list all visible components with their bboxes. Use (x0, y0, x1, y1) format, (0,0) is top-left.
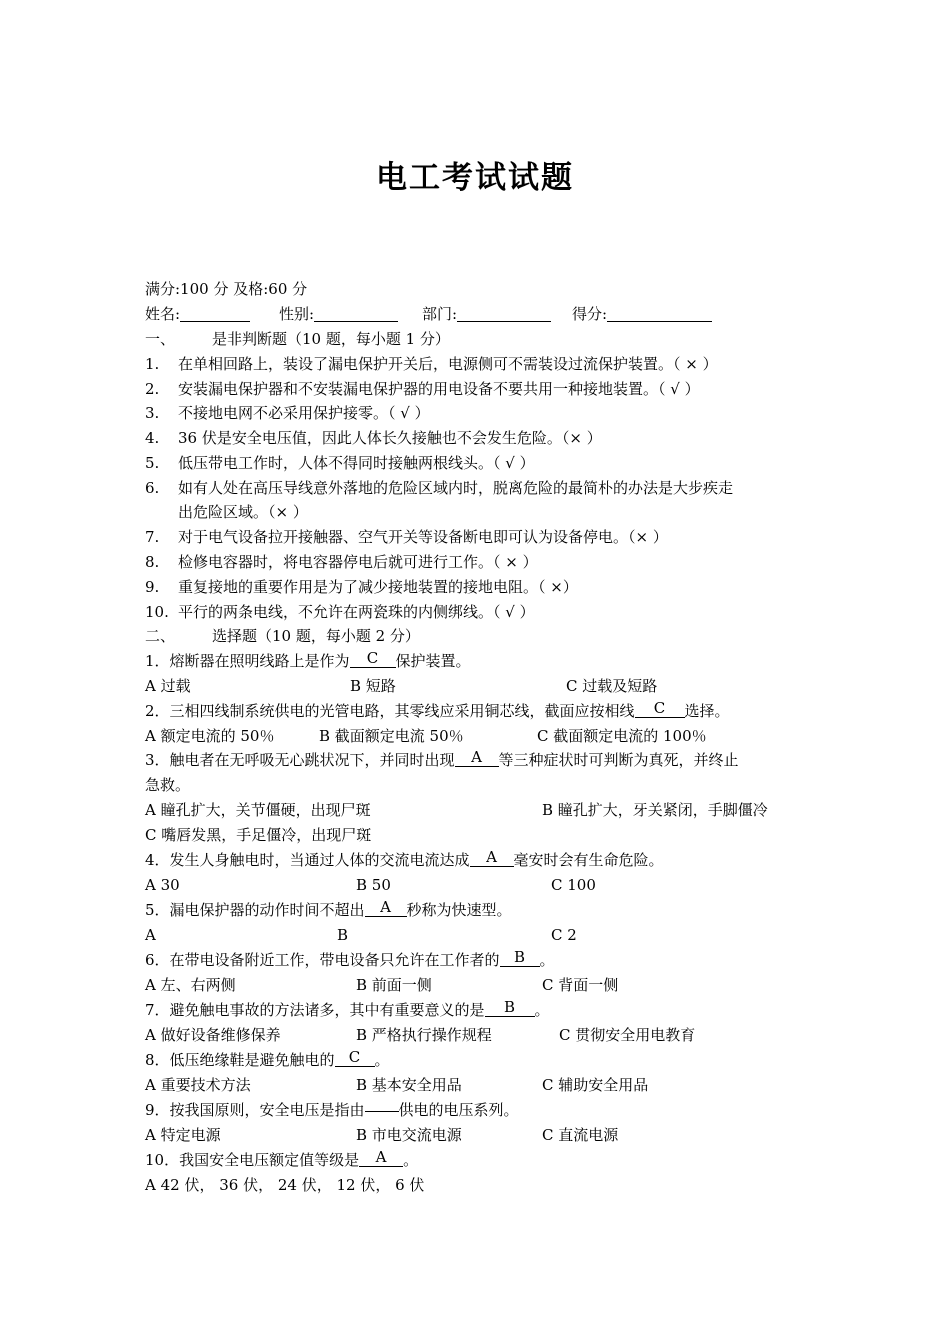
mc-question: 2．三相四线制系统供电的光管电路，其零线应采用铜芯线，截面应按相线 C 选择。 (145, 699, 730, 720)
mc-options (145, 1023, 815, 1048)
option-a: A 30 (145, 876, 180, 894)
mc-options (145, 1073, 815, 1098)
option-a: A 额定电流的 50％ (145, 727, 275, 745)
student-info-line (145, 302, 815, 327)
mc-question: 10．我国安全电压额定值等级是 A 。 (145, 1148, 419, 1169)
name-label: 姓名: (145, 305, 181, 323)
mc-options (145, 873, 815, 898)
mc-question-continuation: 急救。 (145, 776, 191, 794)
section-number: 一、 (145, 330, 176, 348)
option-a: A (145, 926, 156, 944)
section-title: 选择题（10 题，每小题 2 分） (212, 627, 420, 645)
answer-blank: B (500, 949, 540, 967)
option-c: C 2 (551, 926, 577, 944)
gender-label: 性别: (279, 305, 315, 323)
tf-question: 6. 如有人处在高压导线意外落地的危险区域内时，脱离危险的最简朴的办法是大步疾走 (145, 479, 734, 497)
tf-question: 8. 检修电容器时，将电容器停电后就可进行工作。（ × ） (145, 553, 538, 571)
option-c: C 100 (551, 876, 596, 894)
gender-blank[interactable] (314, 305, 398, 322)
tf-question: 9. 重复接地的重要作用是为了减少接地装置的接地电阻。（ ×） (145, 578, 578, 596)
section-number: 二、 (145, 627, 176, 645)
option-a: A 瞳孔扩大，关节僵硬，出现尸斑 (145, 801, 371, 819)
mc-options (145, 724, 815, 749)
tf-question: 3. 不接地电网不必采用保护接零。（ √ ） (145, 404, 430, 422)
document-title: 电工考试试题 (376, 160, 574, 196)
score-info-line: 满分:100 分 及格:60 分 (145, 280, 308, 298)
mc-options (145, 973, 815, 998)
option-a: A 过载 (145, 677, 191, 695)
mc-options (145, 674, 815, 699)
option-b: B 市电交流电源 (356, 1126, 462, 1144)
option-c: C 过载及短路 (566, 677, 658, 695)
answer-blank: B (485, 999, 535, 1017)
mc-options (145, 798, 815, 823)
mc-question: 7．避免触电事故的方法诸多，其中有重要意义的是 B 。 (145, 998, 550, 1019)
department-blank[interactable] (457, 305, 551, 322)
answer-blank: C (335, 1049, 375, 1067)
option-c: C 辅助安全用品 (542, 1076, 649, 1094)
option-b: B 短路 (350, 677, 396, 695)
tf-question-continuation: 出危险区域。（× ） (178, 503, 308, 521)
option-b: B 严格执行操作规程 (356, 1026, 492, 1044)
option-c: C 截面额定电流的 100％ (537, 727, 707, 745)
option-b: B 截面额定电流 50％ (319, 727, 464, 745)
tf-question: 1. 在单相回路上，装设了漏电保护开关后，电源侧可不需装设过流保护装置。（ × ） (145, 355, 718, 373)
department-label: 部门: (422, 305, 458, 323)
option-c: C 背面一侧 (542, 976, 619, 994)
option-a: A 左、右两侧 (145, 976, 236, 994)
option-c: C 贯彻安全用电教育 (559, 1026, 696, 1044)
option-b: B (337, 926, 349, 944)
tf-question: 5. 低压带电工作时，人体不得同时接触两根线头。（ √ ） (145, 454, 535, 472)
section-heading-true-false (145, 327, 815, 352)
option-a: A 做好设备维修保养 (145, 1026, 281, 1044)
answer-blank: A (365, 899, 407, 917)
tf-question: 2. 安装漏电保护器和不安装漏电保护器的用电设备不要共用一种接地装置。（ √ ） (145, 380, 700, 398)
tf-question: 7. 对于电气设备拉开接触器、空气开关等设备断电即可认为设备停电。（× ） (145, 528, 668, 546)
option-a: A 重要技术方法 (145, 1076, 251, 1094)
score-blank[interactable] (607, 305, 712, 322)
answer-blank: A (470, 849, 514, 867)
mc-question: 4．发生人身触电时，当通过人体的交流电流达成 A 毫安时会有生命危险。 (145, 848, 664, 869)
answer-blank: C (350, 650, 396, 668)
option-b: B 瞳孔扩大，牙关紧闭，手脚僵冷 (542, 801, 768, 819)
answer-blank: C (635, 700, 685, 718)
option-a: A 特定电源 (145, 1126, 221, 1144)
option-b: B 前面一侧 (356, 976, 432, 994)
tf-question: 4. 36 伏是安全电压值，因此人体长久接触也不会发生危险。（× ） (145, 429, 602, 447)
option-c: C 直流电源 (542, 1126, 619, 1144)
mc-options (145, 823, 815, 848)
option-b: B 基本安全用品 (356, 1076, 462, 1094)
answer-blank: A (455, 749, 499, 767)
mc-question: 9．按我国原则，安全电压是指由 供电的电压系列。 (145, 1101, 519, 1119)
option-b: B 50 (356, 876, 391, 894)
mc-question: 3．触电者在无呼吸无心跳状况下，并同时出现 A 等三种症状时可判断为真死，并终止 (145, 748, 739, 769)
score-label: 得分: (572, 305, 608, 323)
mc-question: 1．熔断器在照明线路上是作为 C 保护装置。 (145, 649, 471, 670)
section-heading-multiple-choice (145, 624, 815, 649)
answer-blank: A (359, 1149, 403, 1167)
option-c: C 嘴唇发黑，手足僵冷，出现尸斑 (145, 826, 372, 844)
answer-blank (365, 1111, 399, 1112)
name-blank[interactable] (180, 305, 250, 322)
mc-question: 8．低压绝缘鞋是避免触电的 C 。 (145, 1048, 390, 1069)
mc-options (145, 923, 815, 948)
option-a: A 42 伏， 36 伏， 24 伏， 12 伏， 6 伏 (145, 1176, 425, 1194)
section-title: 是非判断题（10 题，每小题 1 分） (212, 330, 450, 348)
mc-options (145, 1123, 815, 1148)
mc-options (145, 1173, 815, 1198)
tf-question: 10. 平行的两条电线，不允许在两瓷珠的内侧绑线。（ √ ） (145, 603, 535, 621)
mc-question: 5．漏电保护器的动作时间不超出 A 秒称为快速型。 (145, 898, 512, 919)
mc-question: 6．在带电设备附近工作，带电设备只允许在工作者的 B 。 (145, 948, 555, 969)
